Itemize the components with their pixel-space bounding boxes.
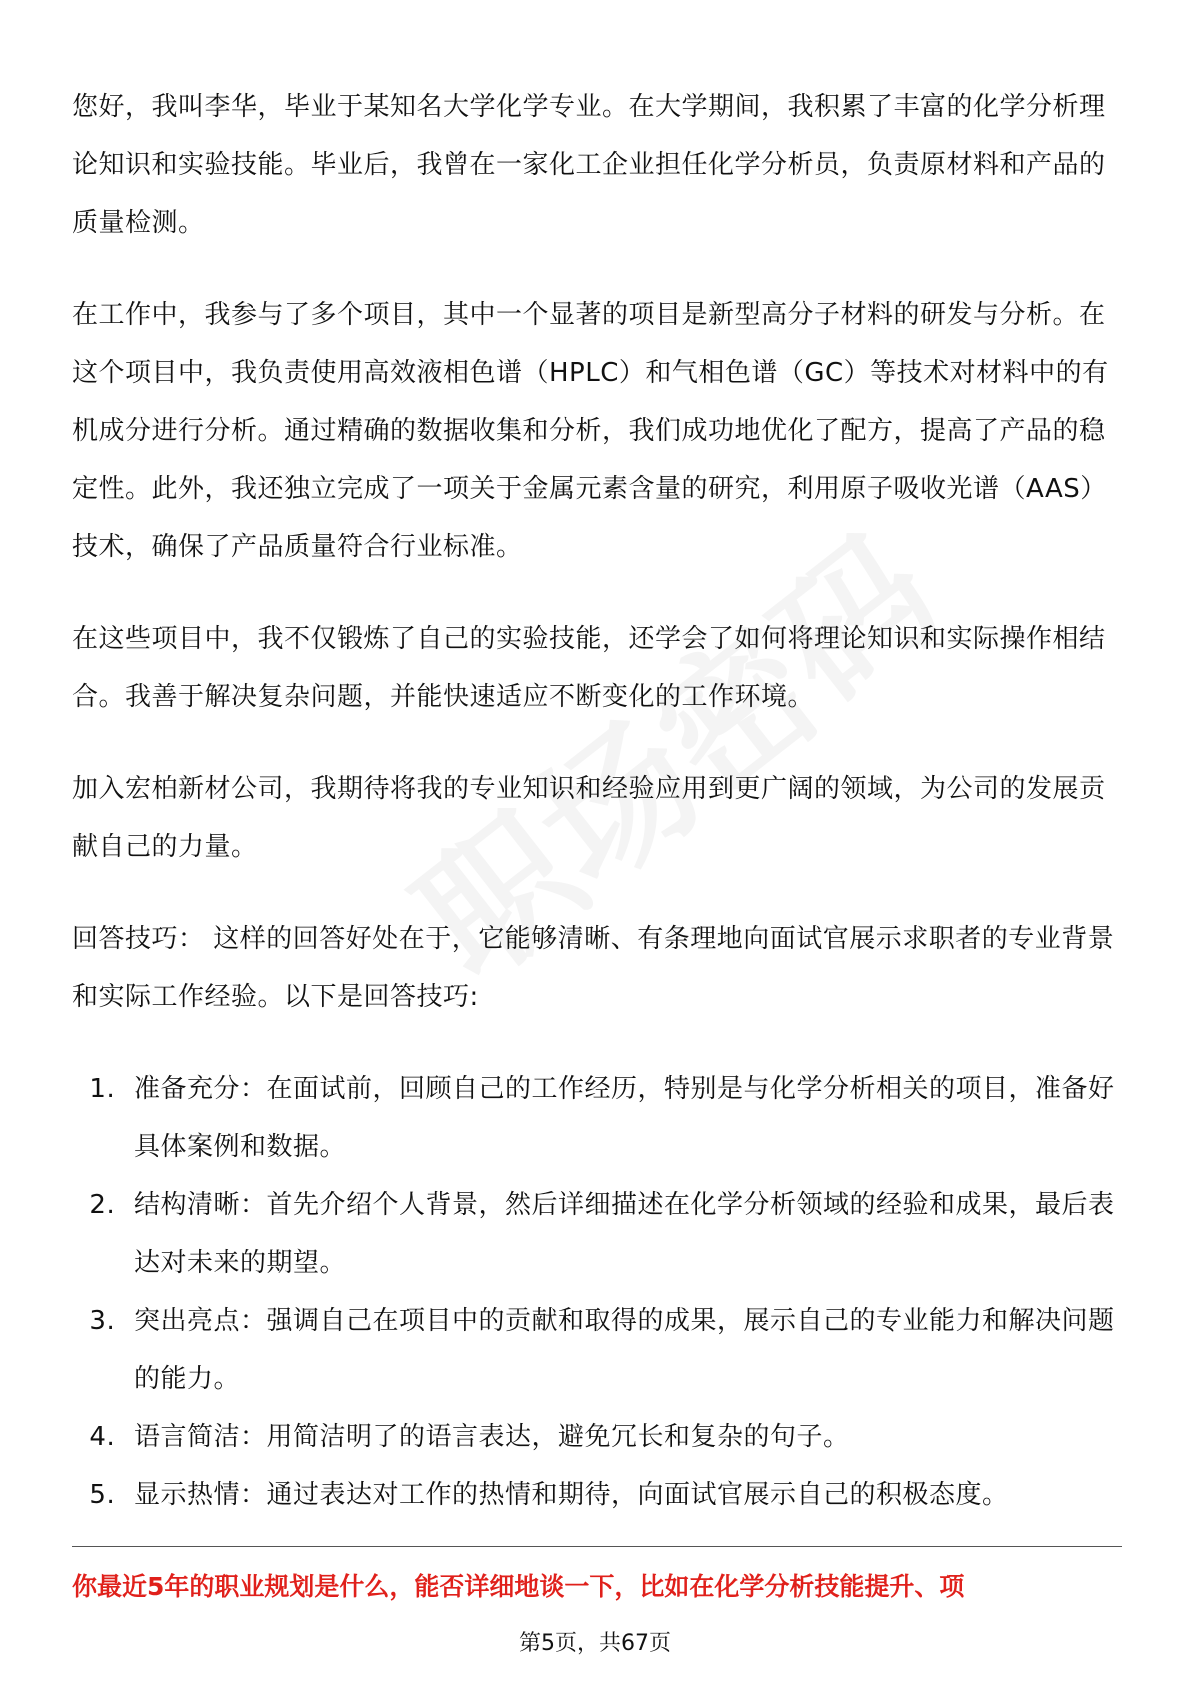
tips-list-item: 5. 显示热情：通过表达对工作的热情和期待，向面试官展示自己的积极态度。	[124, 1466, 1122, 1524]
answer-paragraph-4: 加入宏柏新材公司，我期待将我的专业知识和经验应用到更广阔的领域，为公司的发展贡献自己的力量。	[72, 774, 1106, 862]
answer-paragraph-3: 在这些项目中，我不仅锻炼了自己的实验技能，还学会了如何将理论知识和实际操作相结合。我善于解决复杂问题，并能快速适应不断变化的工作环境。	[72, 624, 1106, 712]
next-question-heading: 你最近5年的职业规划是什么，能否详细地谈一下，比如在化学分析技能提升、项	[72, 1572, 965, 1601]
tips-intro: 回答技巧： 这样的回答好处在于，它能够清晰、有条理地向面试官展示求职者的专业背景和实际工作经验。以下是回答技巧:	[72, 924, 1115, 1012]
tips-list-item: 1. 准备充分：在面试前，回顾自己的工作经历，特别是与化学分析相关的项目，准备好具体案例和数据。	[124, 1060, 1122, 1176]
tips-list-item: 4. 语言简洁：用简洁明了的语言表达，避免冗长和复杂的句子。	[124, 1408, 1122, 1466]
page-number-footer: 第5页，共67页	[519, 1631, 671, 1656]
answer-paragraph-2: 在工作中，我参与了多个项目，其中一个显著的项目是新型高分子材料的研发与分析。在这个项目中，我负责使用高效液相色谱（HPLC）和气相色谱（GC）等技术对材料中的有机成分进行分析。通过精确的数据收集和分析，我们成功地优化了配方，提高了产品的稳定性。此外，我还独立完成了一项关于金属元素含量的研究，利用原子吸收光谱（AAS）技术，确保了产品质量符合行业标准。	[72, 300, 1109, 562]
tips-list-item: 3. 突出亮点：强调自己在项目中的贡献和取得的成果，展示自己的专业能力和解决问题的能力。	[124, 1292, 1122, 1408]
answer-paragraph-1: 您好，我叫李华，毕业于某知名大学化学专业。在大学期间，我积累了丰富的化学分析理论知识和实验技能。毕业后，我曾在一家化工企业担任化学分析员，负责原材料和产品的质量检测。	[72, 92, 1106, 238]
document-body	[72, 78, 1122, 1524]
tips-list	[72, 1060, 1122, 1524]
section-divider	[72, 1546, 1122, 1547]
tips-list-item: 2. 结构清晰：首先介绍个人背景，然后详细描述在化学分析领域的经验和成果，最后表达对未来的期望。	[124, 1176, 1122, 1292]
